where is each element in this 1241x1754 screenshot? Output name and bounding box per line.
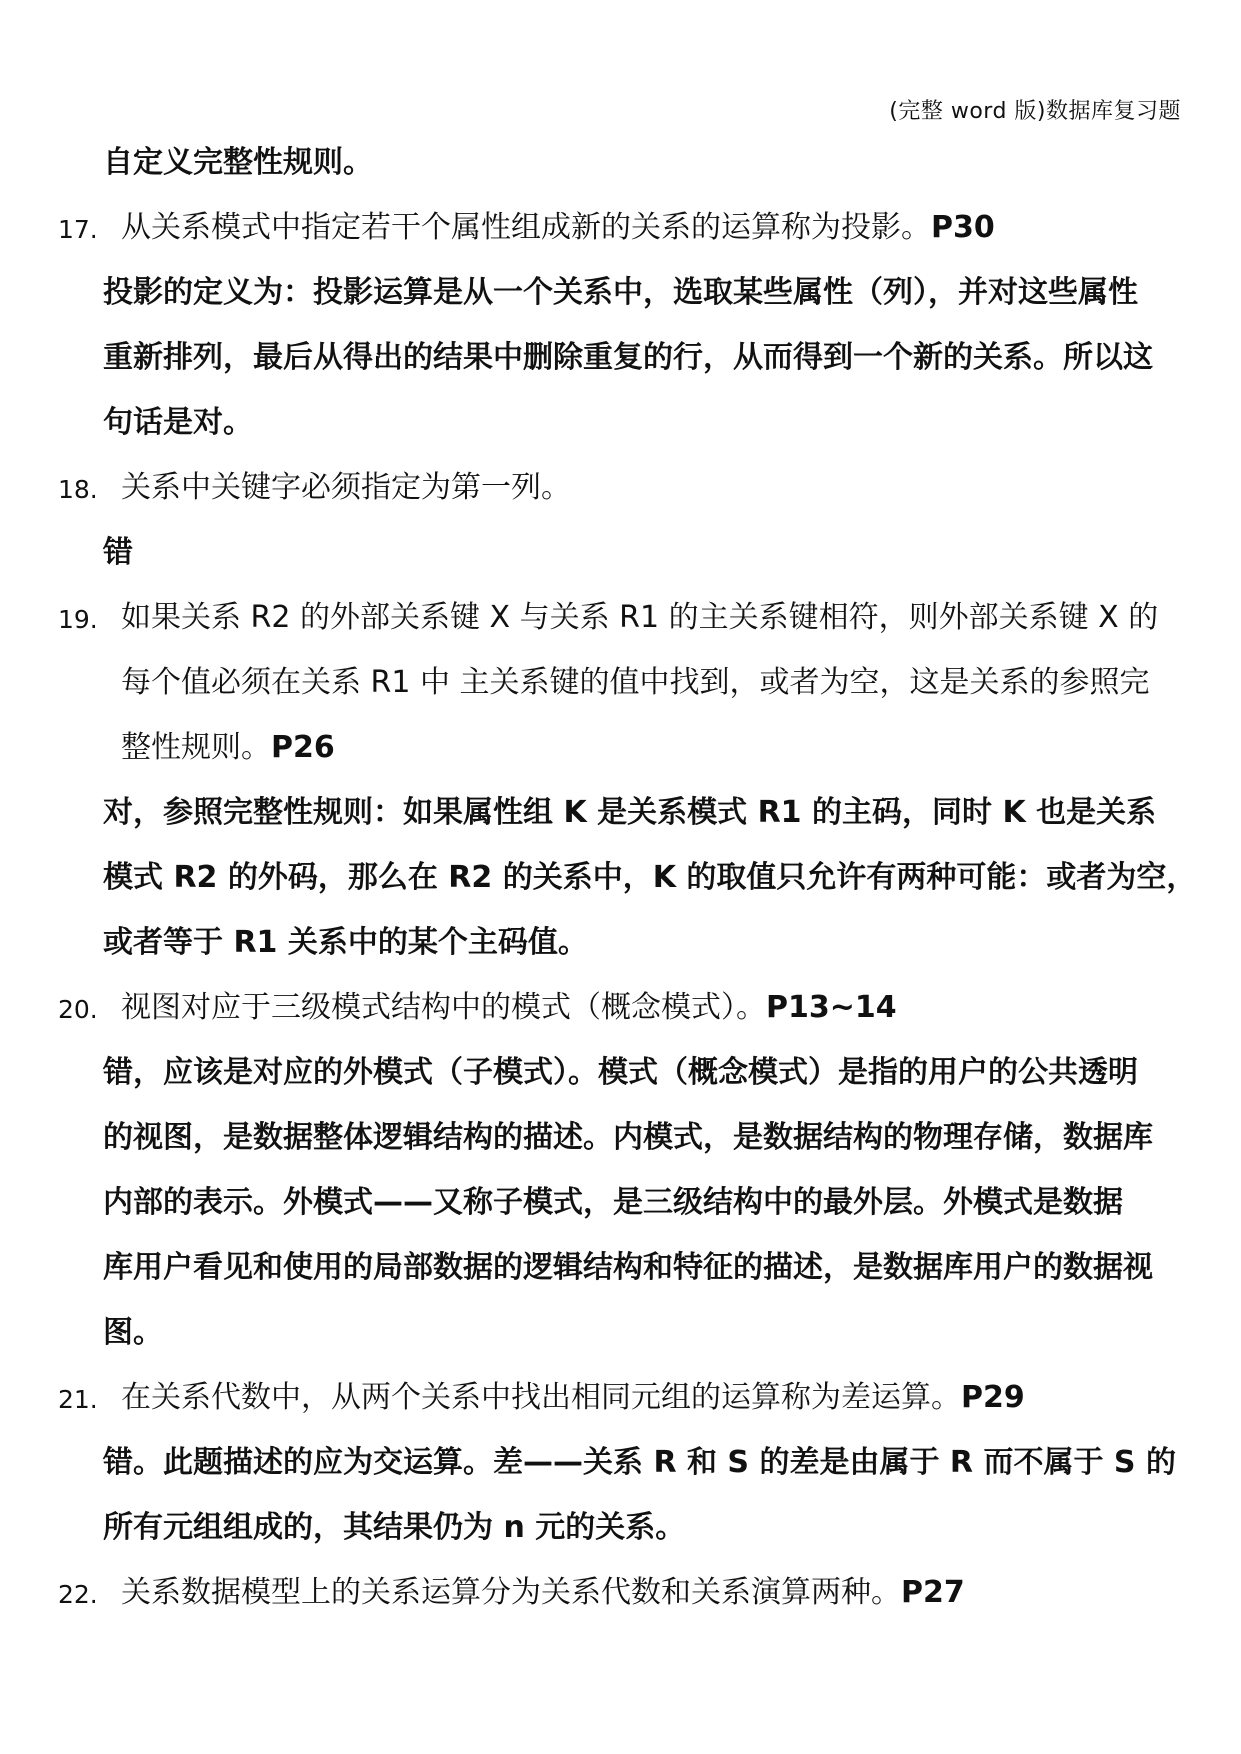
- page-reference: P27: [901, 1575, 965, 1610]
- answer-16-tail: 自定义完整性规则。: [103, 145, 373, 180]
- document-header: (完整 word 版)数据库复习题: [889, 99, 1181, 124]
- answer-19-line: 或者等于 R1 关系中的某个主码值。: [103, 925, 588, 960]
- answer-17-line: 重新排列，最后从得出的结果中删除重复的行，从而得到一个新的关系。所以这: [103, 340, 1153, 375]
- question-18: [0, 467, 1241, 532]
- question-text: [121, 1572, 965, 1614]
- answer-17-line: 句话是对。: [103, 405, 253, 440]
- answer-20-line: 的视图，是数据整体逻辑结构的描述。内模式，是数据结构的物理存储，数据库: [103, 1120, 1153, 1155]
- question-text: [121, 987, 897, 1029]
- answer-21-line: 错。此题描述的应为交运算。差——关系 R 和 S 的差是由属于 R 而不属于 S 的: [103, 1445, 1176, 1480]
- question-text: 关系中关键字必须指定为第一列。: [121, 470, 571, 505]
- question-text: [121, 1377, 1025, 1419]
- question-text: 如果关系 R2 的外部关系键 X 与关系 R1 的主关系键相符，则外部关系键 X 的: [121, 600, 1159, 635]
- answer-19-line: 模式 R2 的外码，那么在 R2 的关系中，K 的取值只允许有两种可能：或者为空，: [103, 860, 1197, 895]
- answer-20-line: 内部的表示。外模式——又称子模式，是三级结构中的最外层。外模式是数据: [103, 1185, 1123, 1220]
- question-text-body: 关系数据模型上的关系运算分为关系代数和关系演算两种。: [121, 1575, 901, 1610]
- page-reference: P30: [931, 210, 995, 245]
- answer-20-line: 图。: [103, 1315, 163, 1350]
- question-text-body: 从关系模式中指定若干个属性组成新的关系的运算称为投影。: [121, 210, 931, 245]
- question-text-body: 视图对应于三级模式结构中的模式（概念模式）。: [121, 990, 766, 1025]
- question-number: 18.: [58, 475, 98, 504]
- question-19-continued: [121, 727, 1241, 792]
- question-19-continued: 每个值必须在关系 R1 中 主关系键的值中找到，或者为空，这是关系的参照完: [121, 665, 1150, 700]
- question-number: 21.: [58, 1385, 98, 1414]
- question-22: [0, 1572, 1241, 1637]
- question-19: [0, 597, 1241, 662]
- document-body: [0, 142, 1241, 1637]
- answer-21-line: 所有元组组成的，其结果仍为 n 元的关系。: [103, 1510, 686, 1545]
- question-number: 20.: [58, 995, 98, 1024]
- page-reference: P26: [271, 730, 335, 765]
- answer-19-line: 对，参照完整性规则：如果属性组 K 是关系模式 R1 的主码，同时 K 也是关系: [103, 795, 1157, 830]
- question-21: [0, 1377, 1241, 1442]
- answer-17-line: 投影的定义为：投影运算是从一个关系中，选取某些属性（列），并对这些属性: [103, 275, 1138, 310]
- page-reference: P13~14: [766, 990, 897, 1025]
- question-text-body: 整性规则。: [121, 730, 271, 765]
- question-text-body: 在关系代数中，从两个关系中找出相同元组的运算称为差运算。: [121, 1380, 961, 1415]
- question-17: [0, 207, 1241, 272]
- question-number: 17.: [58, 215, 98, 244]
- question-number: 22.: [58, 1580, 98, 1609]
- page-reference: P29: [961, 1380, 1025, 1415]
- question-20: [0, 987, 1241, 1052]
- answer-20-line: 错，应该是对应的外模式（子模式）。模式（概念模式）是指的用户的公共透明: [103, 1055, 1138, 1090]
- answer-20-line: 库用户看见和使用的局部数据的逻辑结构和特征的描述，是数据库用户的数据视: [103, 1250, 1153, 1285]
- question-number: 19.: [58, 605, 98, 634]
- question-text: [121, 207, 995, 249]
- answer-18: 错: [103, 535, 133, 570]
